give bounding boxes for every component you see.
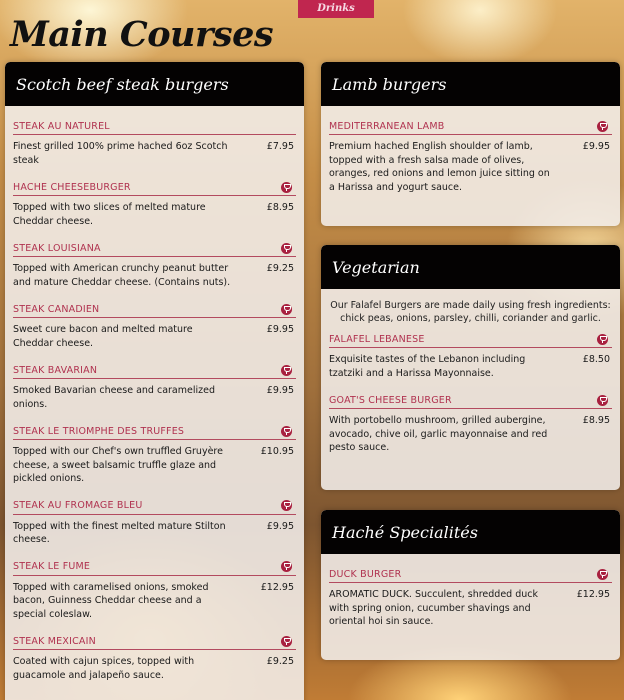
menu-item-details	[13, 520, 296, 547]
wine-glass-icon[interactable]	[281, 426, 292, 437]
menu-item[interactable]	[329, 392, 612, 455]
menu-item-details	[13, 581, 296, 622]
menu-item-header	[13, 423, 296, 440]
section-title: Scotch beef steak burgers	[16, 74, 229, 94]
menu-item-name: STEAK AU FROMAGE BLEU	[13, 500, 143, 511]
menu-item-name: STEAK LOUISIANA	[13, 242, 101, 254]
menu-item-description: Premium hached English shoulder of lamb, topped with a fresh salsa made of olives, oranges, red onions and lemon juice sitting on a Harissa and yogurt sauce.	[329, 141, 550, 193]
section-title: Haché Specialités	[332, 522, 478, 542]
menu-item-description: Sweet cure bacon and melted mature Cheddar cheese.	[13, 324, 193, 349]
menu-item-description: Finest grilled 100% prime hached 6oz Scotch steak	[13, 141, 228, 166]
menu-item-name: STEAK LE FUME	[13, 561, 91, 572]
menu-item-description: With portobello mushroom, grilled aubergine, avocado, chive oil, garlic mayonnaise and red pesto sauce.	[329, 415, 548, 453]
menu-item-header	[13, 633, 296, 650]
menu-item-header	[13, 498, 296, 515]
menu-item-description: Coated with cajun spices, topped with guacamole and jalapeño sauce.	[13, 656, 195, 681]
wine-glass-icon[interactable]	[281, 365, 292, 376]
menu-item[interactable]	[13, 362, 296, 411]
menu-item[interactable]	[13, 498, 296, 547]
menu-item-description: AROMATIC DUCK. Succulent, shredded duck with spring onion, cucumber shavings and oriental hoi sin sauce.	[329, 589, 538, 627]
menu-item-price: £9.25	[266, 656, 294, 667]
wine-glass-icon[interactable]	[281, 636, 292, 647]
wine-glass-icon[interactable]	[281, 243, 292, 254]
menu-item-name: STEAK LE TRIOMPHE DES TRUFFES	[13, 425, 185, 437]
menu-item-details	[13, 262, 296, 289]
menu-item-details	[329, 353, 612, 380]
wine-glass-icon[interactable]	[281, 561, 292, 572]
menu-item-name: GOAT'S CHEESE BURGER	[329, 394, 452, 406]
menu-item-price: £9.95	[266, 520, 294, 532]
menu-item[interactable]	[13, 118, 296, 167]
section-title: Vegetarian	[332, 257, 420, 277]
section-hache-specialites	[321, 510, 620, 660]
menu-item-header	[13, 118, 296, 135]
menu-item-description: Topped with caramelised onions, smoked bacon, Guinness Cheddar cheese and a special coleslaw.	[13, 581, 209, 620]
page-title: Main Courses	[10, 14, 274, 55]
menu-item-price: £10.95	[260, 446, 294, 457]
menu-item-description: Topped with the finest melted mature Stilton cheese.	[13, 520, 226, 545]
menu-item[interactable]	[13, 301, 296, 350]
menu-item-header	[13, 240, 296, 257]
menu-item[interactable]	[13, 423, 296, 486]
menu-item-price: £9.95	[582, 141, 610, 152]
wine-glass-icon[interactable]	[281, 500, 292, 511]
menu-item-price: £9.95	[266, 385, 294, 396]
menu-item-header	[13, 362, 296, 379]
menu-item[interactable]	[13, 633, 296, 682]
menu-item-description: Topped with our Chef's own truffled Gruyère cheese, a sweet balsamic truffle glaze and pickled onions.	[13, 446, 223, 484]
section-title: Lamb burgers	[332, 74, 447, 94]
menu-item-details	[13, 323, 296, 350]
section-header	[5, 62, 304, 106]
menu-item[interactable]	[13, 179, 296, 228]
wine-glass-icon[interactable]	[597, 121, 608, 132]
menu-item[interactable]	[13, 559, 296, 622]
drinks-tab[interactable]: Drinks	[298, 0, 374, 18]
menu-item-description: Topped with two slices of melted mature Cheddar cheese.	[13, 202, 206, 227]
menu-item-details	[13, 655, 296, 682]
section-scotch-beef	[5, 62, 304, 700]
menu-item-header	[329, 566, 612, 583]
menu-item[interactable]	[13, 240, 296, 289]
menu-item-name: DUCK BURGER	[329, 568, 402, 580]
menu-item-price: £12.95	[576, 589, 610, 600]
menu-item-price: £7.95	[266, 141, 294, 152]
menu-item-name: STEAK AU NATUREL	[13, 120, 110, 132]
menu-item-header	[13, 301, 296, 318]
menu-item-header	[13, 559, 296, 576]
menu-item-name: STEAK MEXICAIN	[13, 635, 96, 647]
menu-item-description: Exquisite tastes of the Lebanon including tzatziki and a Harissa Mayonnaise.	[329, 354, 526, 379]
vegetarian-intro: Our Falafel Burgers are made daily using fresh ingredients: chick peas, onions, parsley, chilli, coriander and garlic.	[330, 300, 611, 324]
wine-glass-icon[interactable]	[281, 304, 292, 315]
menu-item-details	[329, 140, 612, 194]
menu-item-name: STEAK BAVARIAN	[13, 364, 98, 376]
menu-item-description: Smoked Bavarian cheese and caramelized onions.	[13, 385, 215, 410]
menu-item[interactable]	[329, 331, 612, 380]
section-header	[321, 510, 620, 554]
menu-item[interactable]	[329, 566, 612, 629]
wine-glass-icon[interactable]	[597, 334, 608, 345]
menu-item-header	[329, 392, 612, 409]
menu-item-header	[13, 179, 296, 196]
menu-item-details	[329, 588, 612, 629]
section-header	[321, 245, 620, 289]
section-vegetarian	[321, 245, 620, 490]
menu-item-details	[13, 445, 296, 486]
menu-item-price: £12.95	[260, 581, 294, 593]
menu-item-details	[329, 414, 612, 455]
menu-item-details	[13, 140, 296, 167]
menu-item-details	[13, 201, 296, 228]
menu-item-price: £9.95	[266, 324, 294, 335]
menu-item-price: £8.50	[582, 354, 610, 365]
menu-item-price: £9.25	[266, 263, 294, 274]
section-header	[321, 62, 620, 106]
menu-item-name: MEDITERRANEAN LAMB	[329, 120, 445, 132]
wine-glass-icon[interactable]	[281, 182, 292, 193]
section-lamb-burgers	[321, 62, 620, 226]
menu-item-name: HACHE CHEESEBURGER	[13, 181, 131, 193]
wine-glass-icon[interactable]	[597, 569, 608, 580]
menu-item-header	[329, 331, 612, 348]
menu-item-name: STEAK CANADIEN	[13, 303, 100, 315]
menu-item-details	[13, 384, 296, 411]
menu-item-price: £8.95	[582, 415, 610, 426]
menu-item-price: £8.95	[266, 202, 294, 213]
menu-item-header	[329, 118, 612, 135]
menu-item[interactable]	[329, 118, 612, 194]
menu-item-description: Topped with American crunchy peanut butter and mature Cheddar cheese. (Contains nuts).	[13, 263, 231, 288]
wine-glass-icon[interactable]	[597, 395, 608, 406]
menu-item-name: FALAFEL LEBANESE	[329, 333, 425, 345]
